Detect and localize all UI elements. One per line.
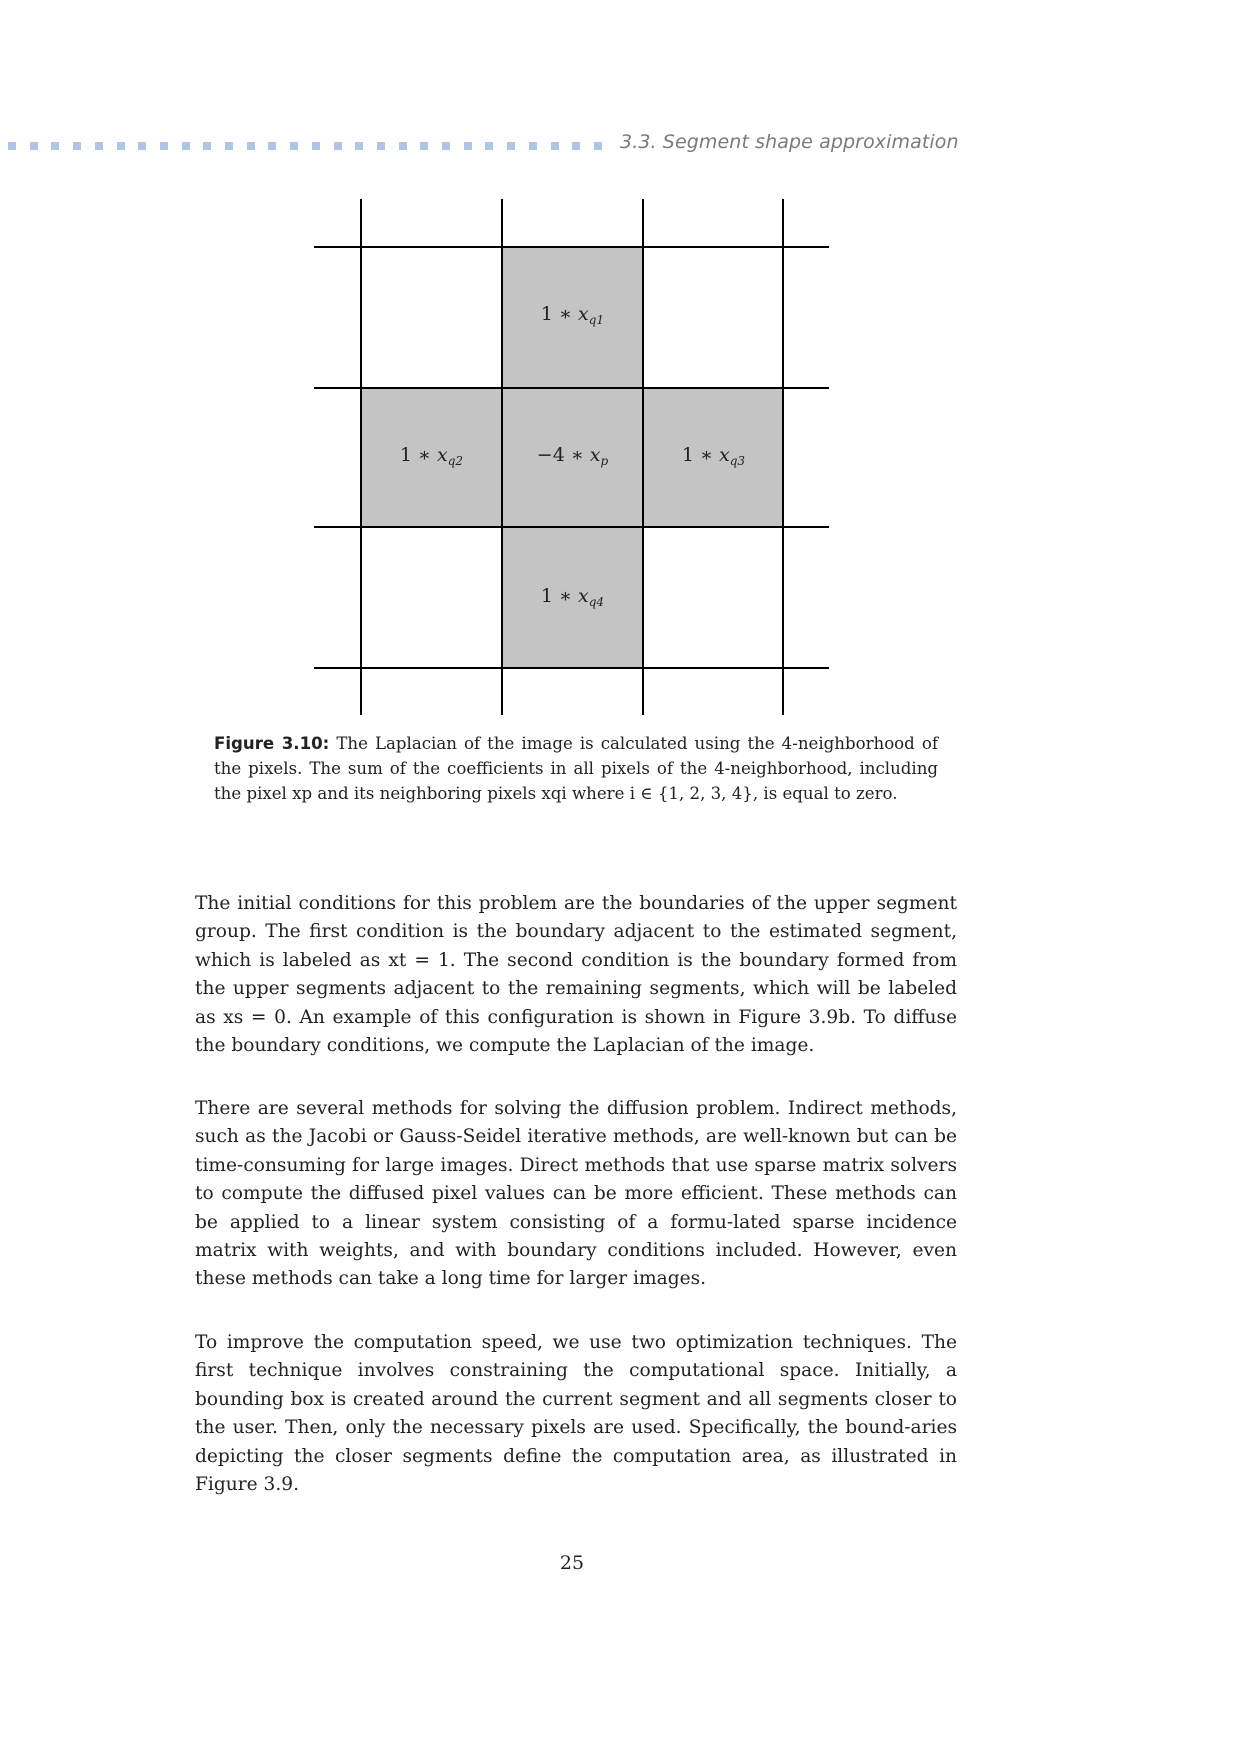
variable: x xyxy=(437,444,448,466)
coefficient: −4 ∗ xyxy=(536,444,590,466)
subscript: q2 xyxy=(447,454,464,468)
cell-label-bottom xyxy=(502,585,643,609)
running-header-section-title: 3.3. Segment shape approximation xyxy=(620,131,959,153)
figure-caption xyxy=(214,731,938,806)
grid-horizontal-line xyxy=(314,246,829,248)
figure-label: Figure 3.10: xyxy=(214,734,330,753)
cell-label-top xyxy=(502,303,643,327)
cell-label-center xyxy=(502,444,643,468)
subscript: p xyxy=(600,454,609,468)
figure-laplacian-grid xyxy=(0,0,1240,740)
cell-label-right xyxy=(643,444,784,468)
coefficient: 1 ∗ xyxy=(399,444,438,466)
body-paragraph: There are several methods for solving the diffusion problem. Indirect methods, such as the Jacobi or Gauss-Seidel iterative methods, are well-known but can be time-consuming for large images. Direct methods that use sparse matrix solvers to compute the diffused pixel values can be more efficient. These methods can be applied to a linear system consisting of a formu-lated sparse incidence matrix with weights, and with boundary conditions included. However, even these methods can take a long time for larger images. xyxy=(195,1098,957,1290)
body-paragraph: To improve the computation speed, we use two optimization techniques. The first technique involves constraining the computational space. Initially, a bounding box is created around the current segment and all segments closer to the user. Then, only the necessary pixels are used. Specifically, the bound-aries depicting the closer segments define the computation area, as illustrated in Figure 3.9. xyxy=(195,1332,957,1496)
subscript: q4 xyxy=(588,595,605,609)
body-paragraph: The initial conditions for this problem are the boundaries of the upper segment group. The first condition is the boundary adjacent to the estimated segment, which is labeled as xt = 1. The second condition is the boundary formed from the upper segments adjacent to the remaining segments, which will be labeled as xs = 0. An example of this configuration is shown in Figure 3.9b. To diffuse the boundary conditions, we compute the Laplacian of the image. xyxy=(195,893,957,1057)
cell-label-left xyxy=(361,444,502,468)
page-number: 25 xyxy=(559,1552,585,1574)
subscript: q1 xyxy=(588,313,605,327)
variable: x xyxy=(719,444,730,466)
subscript: q3 xyxy=(729,454,746,468)
variable: x xyxy=(589,444,601,466)
variable: x xyxy=(578,585,589,607)
grid-horizontal-line xyxy=(314,526,829,528)
coefficient: 1 ∗ xyxy=(540,303,579,325)
coefficient: 1 ∗ xyxy=(681,444,720,466)
variable: x xyxy=(578,303,589,325)
coefficient: 1 ∗ xyxy=(540,585,579,607)
grid-horizontal-line xyxy=(314,667,829,669)
grid-horizontal-line xyxy=(314,387,829,389)
caption-text: The Laplacian of the image is calculated using the 4-neighborhood of the pixels. The sum of the coefficients in all pixels of the 4-neighborhood, including the pixel xp and its neighboring pixels xqi where i ∈ {1, 2, 3, 4}, is equal to zero. xyxy=(214,734,938,803)
